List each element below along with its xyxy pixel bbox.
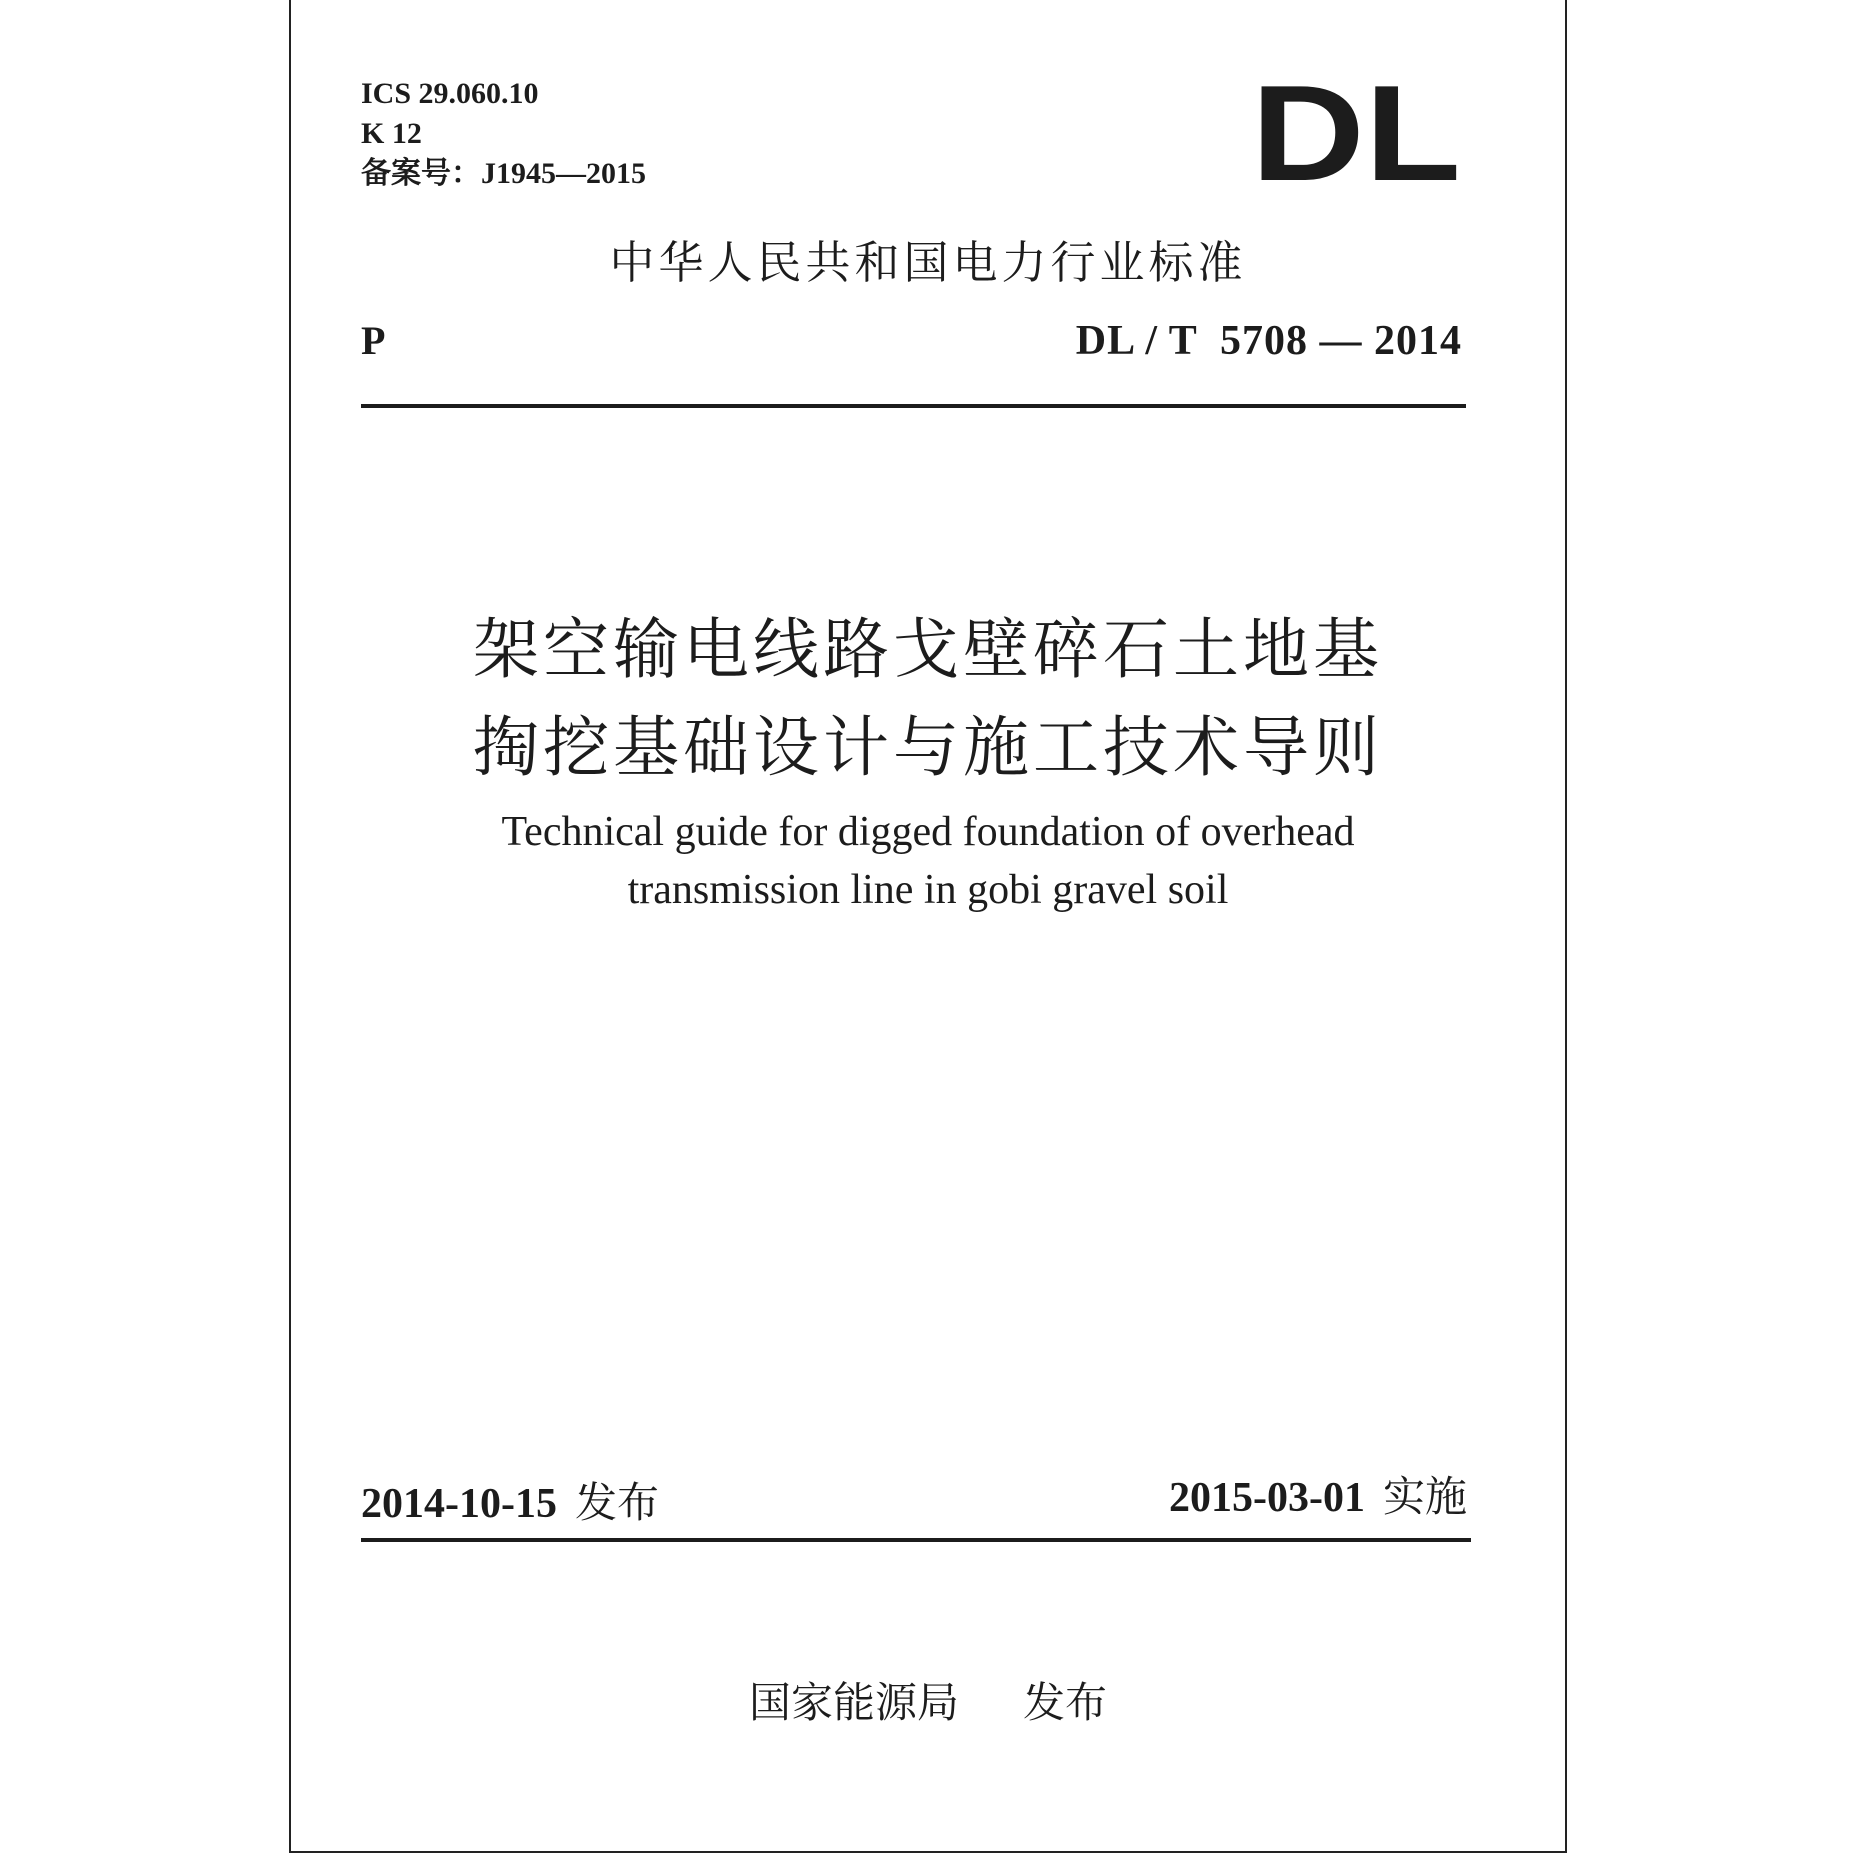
publisher-name: 国家能源局 <box>748 1678 959 1727</box>
title-en-line-1: Technical guide for digged foundation of overhead <box>501 809 1355 855</box>
standard-number: DL / T 5708 — 2014 <box>1075 318 1462 364</box>
classification-codes <box>361 74 646 194</box>
publisher-action: 发布 <box>1023 1678 1108 1727</box>
standard-cover <box>289 0 1567 1853</box>
issue-date-block <box>361 1470 659 1530</box>
record-number: 备案号：J1945—2015 <box>361 157 646 190</box>
industry-standard-title: 中华人民共和国电力行业标准 <box>609 236 1247 289</box>
title-cn-line-1: 架空输电线路戈壁碎石土地基 <box>473 611 1383 688</box>
implement-date: 2015-03-01 <box>1169 1475 1365 1521</box>
implement-label: 实施 <box>1382 1472 1467 1521</box>
title-cn-line-2: 掏挖基础设计与施工技术导则 <box>473 709 1383 786</box>
classification-letter: P <box>361 318 386 363</box>
issue-label: 发布 <box>574 1478 659 1527</box>
ccs-code: K 12 <box>361 117 422 150</box>
implement-date-block <box>1169 1464 1467 1524</box>
title-en-line-2: transmission line in gobi gravel soil <box>627 867 1229 913</box>
svg-text:DL: DL <box>1251 80 1461 182</box>
ics-code: ICS 29.060.10 <box>361 77 539 110</box>
publisher-line <box>291 1670 1565 1730</box>
dl-logo <box>1251 80 1461 182</box>
issue-date: 2014-10-15 <box>361 1481 557 1527</box>
top-divider <box>361 404 1466 408</box>
bottom-divider <box>361 1538 1471 1542</box>
